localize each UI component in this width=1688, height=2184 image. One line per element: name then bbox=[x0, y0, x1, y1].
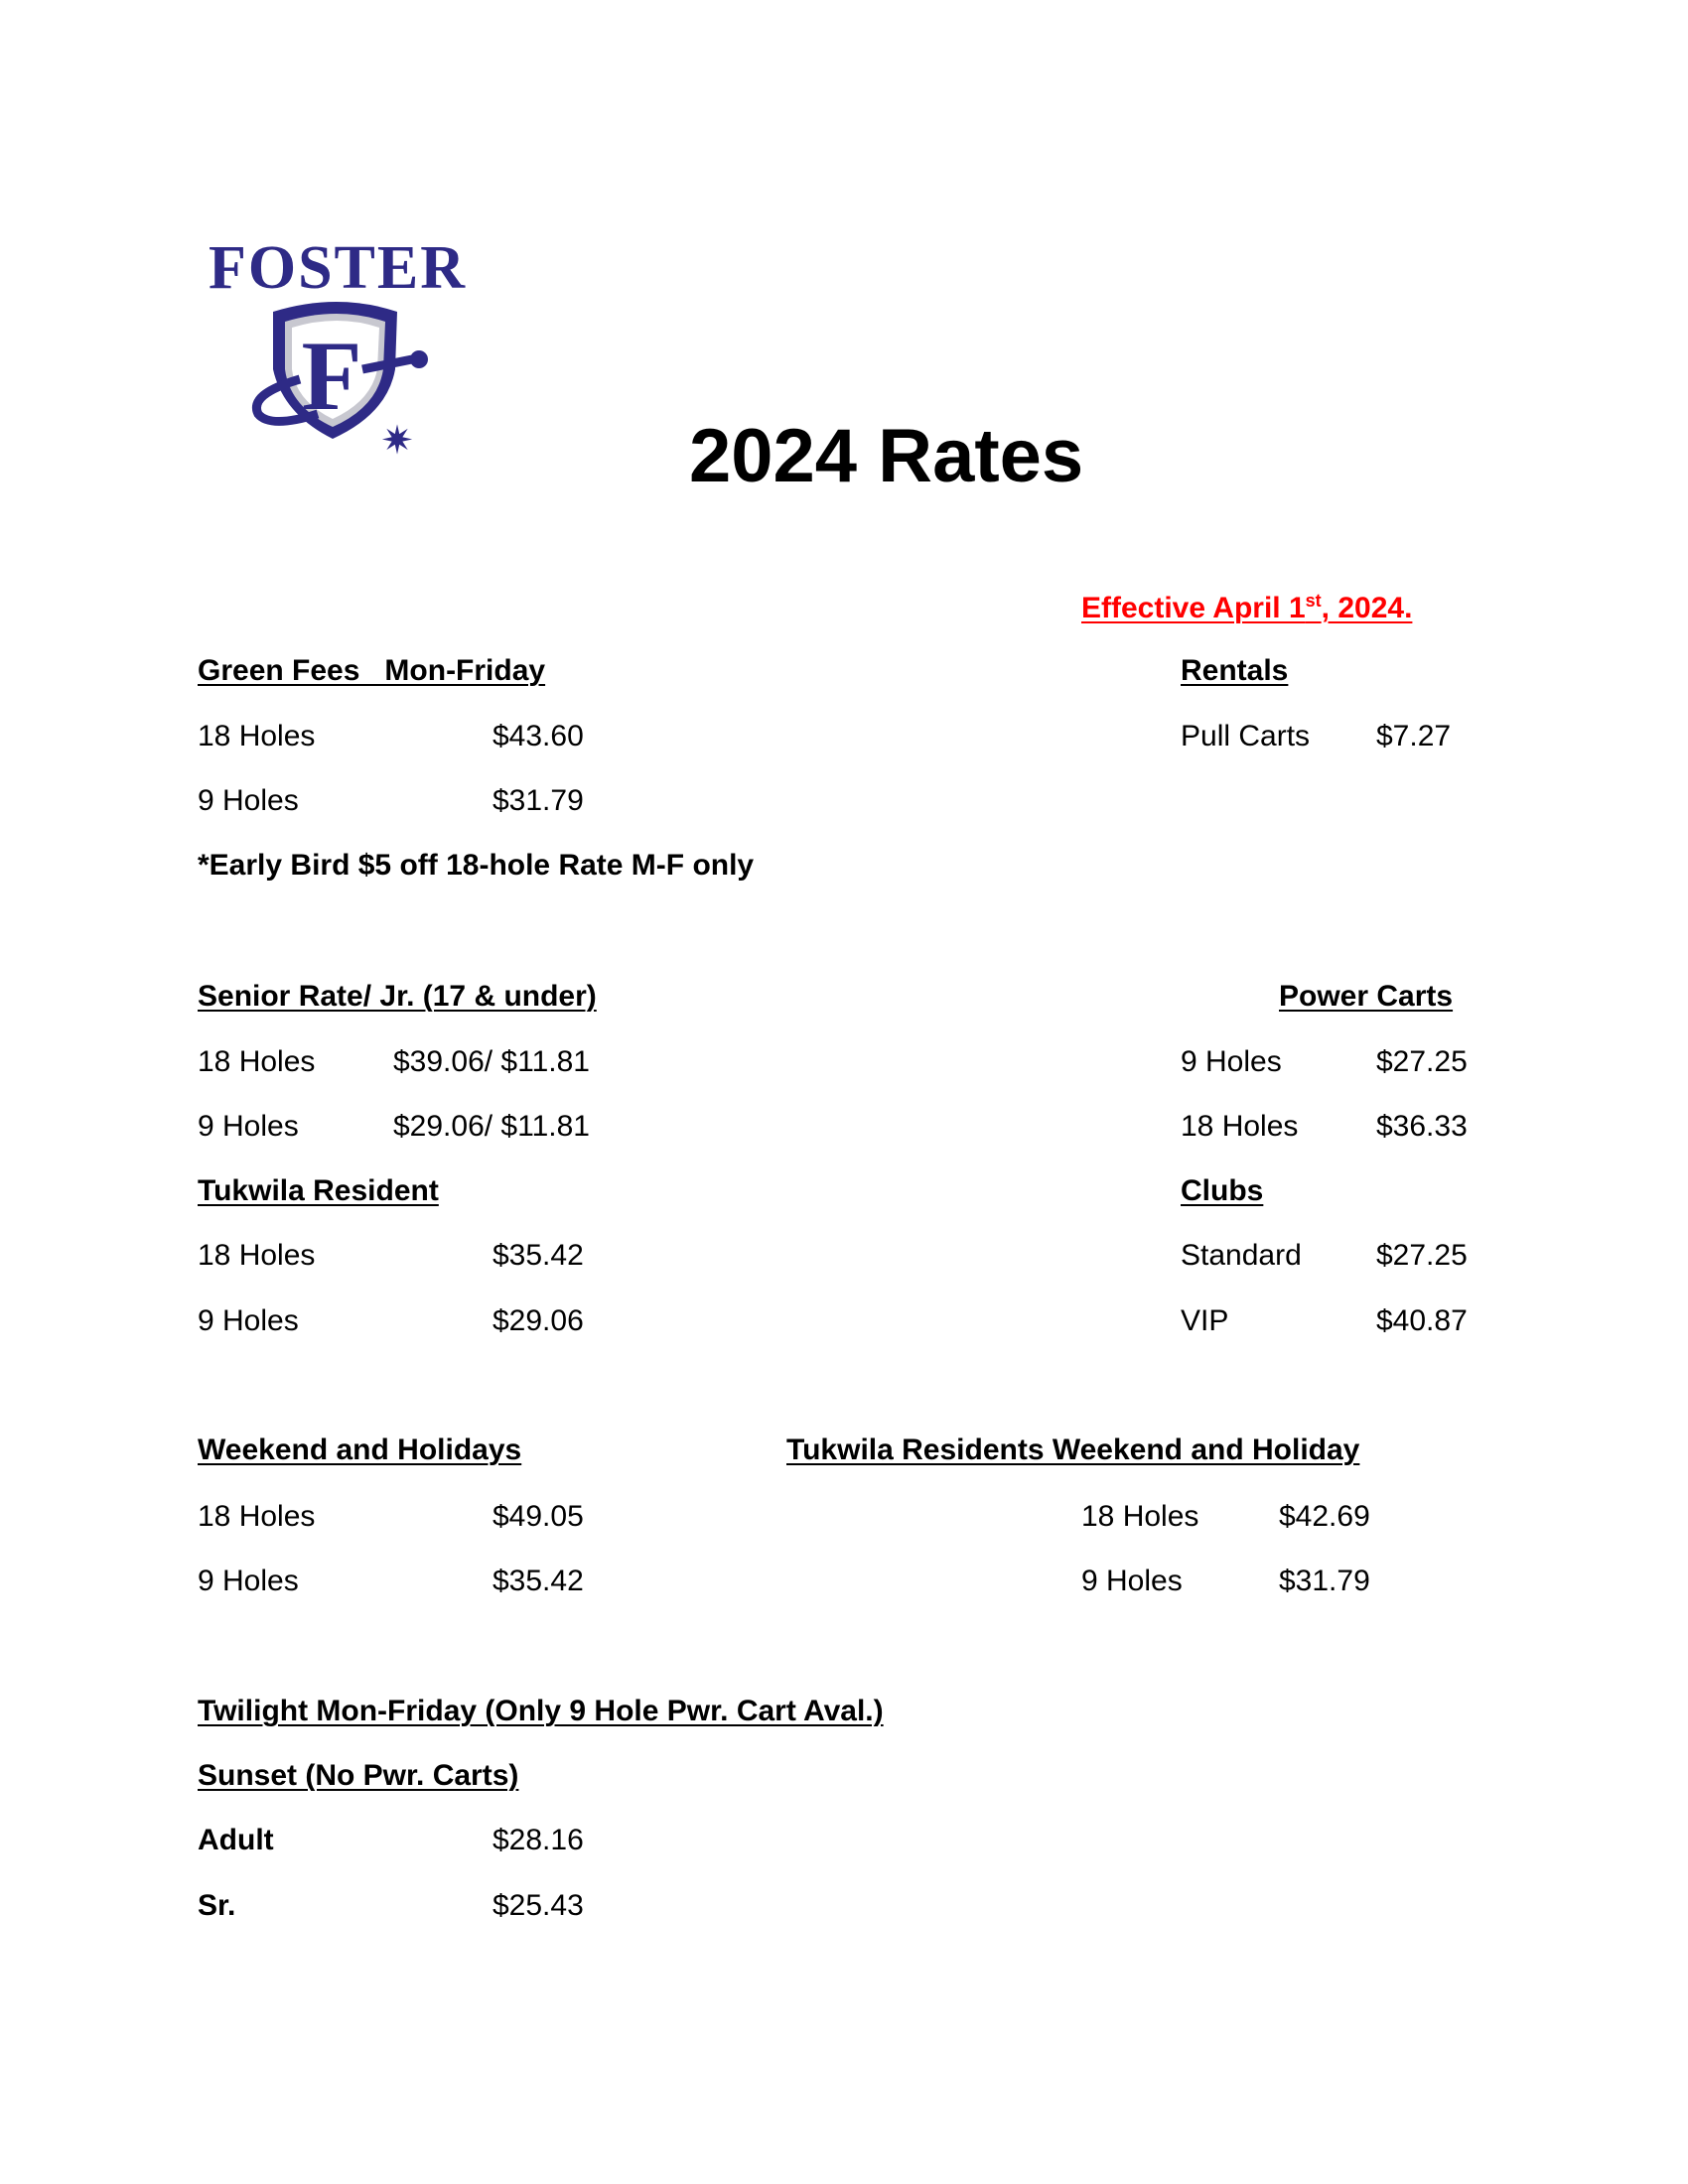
rate-price: $35.42 bbox=[492, 1565, 584, 1597]
rate-label: 18 Holes bbox=[198, 720, 316, 752]
tukwila-heading: Tukwila Resident bbox=[198, 1174, 439, 1207]
rate-price: $31.79 bbox=[492, 784, 584, 817]
early-bird-note: *Early Bird $5 off 18-hole Rate M-F only bbox=[198, 849, 755, 882]
tukwila-weekend-heading: Tukwila Residents Weekend and Holiday bbox=[786, 1433, 1360, 1466]
rate-label: 18 Holes bbox=[1081, 1500, 1199, 1533]
page-title: 2024 Rates bbox=[689, 414, 1084, 498]
power-carts-heading: Power Carts bbox=[1279, 980, 1454, 1013]
rate-label: 18 Holes bbox=[1181, 1110, 1299, 1143]
svg-text:F: F bbox=[301, 321, 362, 431]
rate-price: $29.06 bbox=[492, 1304, 584, 1337]
rate-price: $42.69 bbox=[1279, 1500, 1370, 1533]
rate-label: 9 Holes bbox=[1181, 1045, 1282, 1078]
effective-text: Effective April 1 bbox=[1081, 592, 1306, 624]
rate-price: $36.33 bbox=[1376, 1110, 1468, 1143]
rate-label: 18 Holes bbox=[198, 1045, 316, 1078]
senior-heading: Senior Rate/ Jr. (17 & under) bbox=[198, 980, 597, 1013]
rate-price: $28.16 bbox=[492, 1824, 584, 1856]
clubs-heading: Clubs bbox=[1181, 1174, 1264, 1207]
rate-label: 9 Holes bbox=[1081, 1565, 1183, 1597]
rate-label: Pull Carts bbox=[1181, 720, 1311, 752]
rentals-heading: Rentals bbox=[1181, 654, 1289, 687]
rate-price: $49.05 bbox=[492, 1500, 584, 1533]
rate-price: $29.06/ $11.81 bbox=[393, 1110, 590, 1143]
foster-logo bbox=[209, 230, 467, 459]
rate-label: Adult bbox=[198, 1824, 274, 1856]
rate-label: Standard bbox=[1181, 1239, 1302, 1272]
svg-text:✷: ✷ bbox=[380, 419, 414, 459]
rate-label: 18 Holes bbox=[198, 1500, 316, 1533]
sunset-heading: Sunset (No Pwr. Carts) bbox=[198, 1759, 519, 1792]
rate-price: $43.60 bbox=[492, 720, 584, 752]
green-fees-heading: Green Fees Mon-Friday bbox=[198, 654, 546, 687]
rate-label: Sr. bbox=[198, 1889, 236, 1922]
rate-price: $31.79 bbox=[1279, 1565, 1370, 1597]
rate-label: VIP bbox=[1181, 1304, 1229, 1337]
effective-sup: st bbox=[1305, 591, 1322, 611]
rate-price: $27.25 bbox=[1376, 1239, 1468, 1272]
effective-year: , 2024. bbox=[1321, 592, 1413, 624]
effective-date bbox=[1081, 589, 1412, 628]
rate-price: $7.27 bbox=[1376, 720, 1452, 752]
rate-price: $35.42 bbox=[492, 1239, 584, 1272]
rate-label: 9 Holes bbox=[198, 1565, 299, 1597]
rate-label: 9 Holes bbox=[198, 784, 299, 817]
rate-price: $40.87 bbox=[1376, 1304, 1468, 1337]
rate-price: $25.43 bbox=[492, 1889, 584, 1922]
rate-label: 18 Holes bbox=[198, 1239, 316, 1272]
svg-text:FOSTER: FOSTER bbox=[209, 234, 467, 302]
rate-price: $27.25 bbox=[1376, 1045, 1468, 1078]
rate-price: $39.06/ $11.81 bbox=[393, 1045, 590, 1078]
rate-label: 9 Holes bbox=[198, 1304, 299, 1337]
weekend-heading: Weekend and Holidays bbox=[198, 1433, 522, 1466]
rate-label: 9 Holes bbox=[198, 1110, 299, 1143]
twilight-heading: Twilight Mon-Friday (Only 9 Hole Pwr. Cart Aval.) bbox=[198, 1695, 884, 1727]
